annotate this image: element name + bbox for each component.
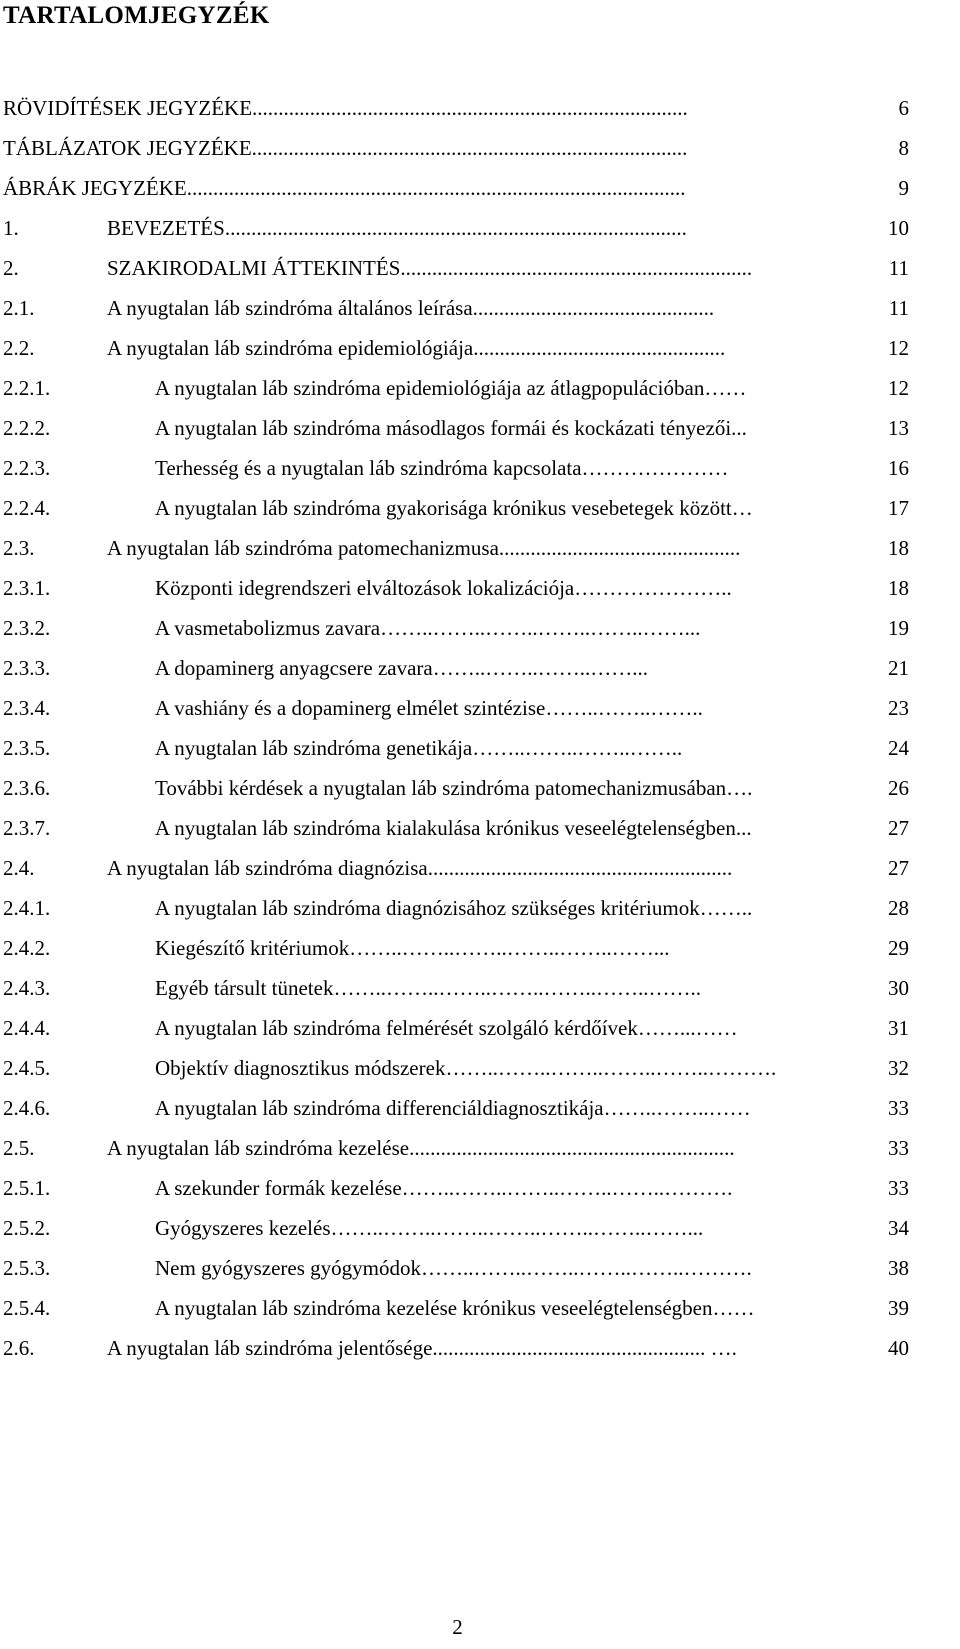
toc-entry[interactable] bbox=[0, 1295, 960, 1335]
toc-entry-leader: .................................................... …. bbox=[432, 1336, 737, 1360]
toc-entry-number: 2.2.4. bbox=[3, 496, 51, 520]
toc-entry-page: 8 bbox=[898, 136, 909, 160]
toc-entry-title bbox=[155, 1175, 732, 1201]
toc-entry-page: 21 bbox=[888, 656, 909, 680]
toc-entry-title bbox=[155, 1215, 703, 1241]
toc-entry-number: 2.4.3. bbox=[3, 976, 51, 1000]
toc-entry-title-text: Nem gyógyszeres gyógymódok bbox=[155, 1256, 421, 1280]
toc-entry-title bbox=[155, 975, 701, 1001]
toc-entry[interactable] bbox=[0, 815, 960, 855]
toc-entry-number: 2.3.3. bbox=[3, 656, 51, 680]
toc-entry-title-text: A nyugtalan láb szindróma jelentősége bbox=[107, 1336, 433, 1360]
toc-entry-title-text: A nyugtalan láb szindróma gyakorisága krónikus vesebetegek között bbox=[155, 496, 732, 520]
toc-entry-title bbox=[155, 735, 682, 761]
toc-entry-page: 17 bbox=[888, 496, 909, 520]
toc-entry-number: 2.2. bbox=[3, 336, 35, 360]
toc-entry-title-text: SZAKIRODALMI ÁTTEKINTÉS bbox=[107, 256, 401, 280]
toc-entry[interactable] bbox=[0, 975, 960, 1015]
toc-entry-title bbox=[155, 495, 753, 521]
toc-entry[interactable] bbox=[0, 655, 960, 695]
toc-entry-leader: ……..……..……..……..……..………. bbox=[445, 1056, 777, 1080]
toc-entry-title bbox=[155, 1095, 751, 1121]
toc-entry-title bbox=[155, 455, 729, 481]
toc-entry-title bbox=[155, 695, 703, 721]
toc-entry-title-text: Egyéb társult tünetek bbox=[155, 976, 334, 1000]
toc-entry-number: 2.5. bbox=[3, 1136, 35, 1160]
toc-entry-title bbox=[107, 335, 725, 361]
toc-entry[interactable] bbox=[0, 175, 960, 215]
toc-entry-title bbox=[107, 535, 740, 561]
toc-entry-leader: ………………….. bbox=[574, 576, 732, 600]
toc-heading: TARTALOMJEGYZÉK bbox=[3, 2, 270, 29]
toc-entry[interactable] bbox=[0, 255, 960, 295]
toc-entry-page: 12 bbox=[888, 376, 909, 400]
toc-entry-number: 2. bbox=[3, 256, 19, 280]
toc-entry-number: 2.5.4. bbox=[3, 1296, 51, 1320]
toc-entry[interactable] bbox=[0, 295, 960, 335]
toc-entry-page: 39 bbox=[888, 1296, 909, 1320]
toc-entry-number: 1. bbox=[3, 216, 19, 240]
toc-entry-page: 27 bbox=[888, 816, 909, 840]
toc-entry-page: 27 bbox=[888, 856, 909, 880]
toc-entry-leader: ……..……..……..……..……..………. bbox=[420, 1256, 752, 1280]
toc-entry[interactable] bbox=[0, 895, 960, 935]
toc-entry-title bbox=[107, 295, 714, 321]
toc-entry[interactable] bbox=[0, 95, 960, 135]
toc-entry-title-text: A nyugtalan láb szindróma másodlagos formái és kockázati tényezői bbox=[155, 416, 732, 440]
toc-entry-page: 33 bbox=[888, 1096, 909, 1120]
toc-entry[interactable] bbox=[0, 535, 960, 575]
toc-entry-leader: ……..……..…….. bbox=[545, 696, 703, 720]
toc-entry-page: 9 bbox=[898, 176, 909, 200]
toc-entry-leader: ……...…… bbox=[637, 1016, 738, 1040]
toc-entry-leader: … bbox=[731, 496, 753, 520]
toc-entry-page: 28 bbox=[888, 896, 909, 920]
toc-entry-page: 34 bbox=[888, 1216, 909, 1240]
toc-entry[interactable] bbox=[0, 215, 960, 255]
toc-entry-title-text: A nyugtalan láb szindróma kezelése bbox=[107, 1136, 410, 1160]
toc-entry-page: 13 bbox=[888, 416, 909, 440]
toc-entry-page: 11 bbox=[888, 296, 909, 320]
toc-entry-number: 2.3.4. bbox=[3, 696, 51, 720]
toc-entry-leader: ................................................................... bbox=[400, 256, 753, 280]
toc-entry-leader: ……..……..……..……..……..………. bbox=[401, 1176, 733, 1200]
toc-entry-page: 38 bbox=[888, 1256, 909, 1280]
toc-entry-title-text: Objektív diagnosztikus módszerek bbox=[155, 1056, 446, 1080]
toc-entry[interactable] bbox=[0, 1055, 960, 1095]
toc-entry-number: 2.3.5. bbox=[3, 736, 51, 760]
toc-entry-number: 2.1. bbox=[3, 296, 35, 320]
toc-entry-page: 31 bbox=[888, 1016, 909, 1040]
toc-entry-page: 11 bbox=[888, 256, 909, 280]
toc-entry-number: 2.2.1. bbox=[3, 376, 51, 400]
toc-entry-page: 18 bbox=[888, 536, 909, 560]
toc-entry-leader: ……..……..…… bbox=[603, 1096, 751, 1120]
toc-entry-leader: ……..……..……..……..……..……... bbox=[349, 936, 670, 960]
toc-entry-title bbox=[155, 895, 752, 921]
toc-entry-title-text: A vashiány és a dopaminerg elmélet szintézise bbox=[155, 696, 546, 720]
toc-entry[interactable] bbox=[0, 455, 960, 495]
toc-entry-title bbox=[107, 1335, 737, 1361]
toc-entry-number: 2.3.1. bbox=[3, 576, 51, 600]
toc-entry-title-text: A dopaminerg anyagcsere zavara bbox=[155, 656, 433, 680]
toc-entry-number: 2.4.4. bbox=[3, 1016, 51, 1040]
toc-entry-page: 23 bbox=[888, 696, 909, 720]
toc-entry-title bbox=[107, 255, 752, 281]
toc-entry-page: 6 bbox=[898, 96, 909, 120]
toc-entry-title-text: A nyugtalan láb szindróma differenciáldiagnosztikája bbox=[155, 1096, 604, 1120]
toc-entry-page: 33 bbox=[888, 1176, 909, 1200]
toc-entry-title-text: A nyugtalan láb szindróma általános leírása bbox=[107, 296, 473, 320]
toc-entry-number: 2.2.2. bbox=[3, 416, 51, 440]
toc-entry-title bbox=[155, 575, 732, 601]
toc-entry-title-text: A nyugtalan láb szindróma felmérését szolgáló kérdőívek bbox=[155, 1016, 638, 1040]
toc-entry[interactable] bbox=[0, 935, 960, 975]
toc-list bbox=[0, 95, 960, 1375]
toc-entry-leader: ……..……..……..…….. bbox=[472, 736, 683, 760]
toc-entry[interactable] bbox=[0, 335, 960, 375]
toc-entry-leader: …….. bbox=[699, 896, 753, 920]
toc-entry-page: 26 bbox=[888, 776, 909, 800]
toc-entry-title-text: További kérdések a nyugtalan láb szindróma patomechanizmusában bbox=[155, 776, 727, 800]
toc-entry-number: 2.5.2. bbox=[3, 1216, 51, 1240]
toc-entry-page: 29 bbox=[888, 936, 909, 960]
toc-entry-title bbox=[155, 1255, 752, 1281]
toc-entry-number: 2.3. bbox=[3, 536, 35, 560]
toc-entry-leader: ……..……..……..……..……..……... bbox=[380, 616, 701, 640]
toc-entry-page: 33 bbox=[888, 1136, 909, 1160]
toc-entry-title bbox=[3, 175, 686, 201]
toc-entry-leader: …… bbox=[704, 376, 747, 400]
toc-entry-title bbox=[155, 375, 746, 401]
toc-entry-number: 2.5.1. bbox=[3, 1176, 51, 1200]
toc-entry-leader: .............................................. bbox=[498, 536, 741, 560]
toc-entry-page: 18 bbox=[888, 576, 909, 600]
toc-entry-title-text: A nyugtalan láb szindróma epidemiológiája bbox=[107, 336, 474, 360]
toc-entry-leader: ……..……..……..……..……..……..…….. bbox=[333, 976, 701, 1000]
toc-entry[interactable] bbox=[0, 735, 960, 775]
toc-entry-number: 2.4.5. bbox=[3, 1056, 51, 1080]
toc-entry-page: 10 bbox=[888, 216, 909, 240]
toc-entry-leader: ………………… bbox=[581, 456, 729, 480]
toc-entry-leader: ............................................................................................... bbox=[186, 176, 686, 200]
toc-entry-leader: ................................................ bbox=[473, 336, 726, 360]
toc-entry[interactable] bbox=[0, 1335, 960, 1375]
toc-entry-title-text: A nyugtalan láb szindróma kialakulása krónikus veseelégtelenségben bbox=[155, 816, 736, 840]
toc-entry-title-text: A nyugtalan láb szindróma diagnózisa bbox=[107, 856, 428, 880]
toc-entry[interactable] bbox=[0, 855, 960, 895]
toc-entry-leader: ... bbox=[735, 816, 752, 840]
toc-entry[interactable] bbox=[0, 135, 960, 175]
toc-entry-page: 24 bbox=[888, 736, 909, 760]
toc-entry-title-text: TÁBLÁZATOK JEGYZÉKE bbox=[3, 136, 252, 160]
toc-entry[interactable] bbox=[0, 415, 960, 455]
toc-entry-page: 40 bbox=[888, 1336, 909, 1360]
toc-entry-leader: ................................................................................... bbox=[252, 96, 688, 120]
toc-entry-number: 2.3.7. bbox=[3, 816, 51, 840]
toc-entry-leader: …… bbox=[712, 1296, 755, 1320]
toc-entry-leader: ........................................................................................ bbox=[224, 216, 687, 240]
page-number: 2 bbox=[452, 1615, 463, 1639]
toc-entry-number: 2.4.6. bbox=[3, 1096, 51, 1120]
toc-entry-number: 2.2.3. bbox=[3, 456, 51, 480]
toc-entry[interactable] bbox=[0, 1095, 960, 1135]
toc-entry-title-text: Terhesség és a nyugtalan láb szindróma kapcsolata bbox=[155, 456, 582, 480]
toc-entry-leader: ……..……..……..……..……..……..……... bbox=[330, 1216, 704, 1240]
toc-entry-title-text: A nyugtalan láb szindróma diagnózisához szükséges kritériumok bbox=[155, 896, 700, 920]
toc-entry-title bbox=[155, 935, 669, 961]
toc-entry-page: 16 bbox=[888, 456, 909, 480]
toc-entry-page: 30 bbox=[888, 976, 909, 1000]
toc-entry-title bbox=[155, 655, 648, 681]
toc-entry-title bbox=[3, 95, 688, 121]
toc-entry-number: 2.4. bbox=[3, 856, 35, 880]
toc-entry-title bbox=[155, 1295, 754, 1321]
toc-entry-number: 2.4.1. bbox=[3, 896, 51, 920]
toc-entry-title-text: A nyugtalan láb szindróma kezelése krónikus veseelégtelenségben bbox=[155, 1296, 713, 1320]
toc-entry-page: 19 bbox=[888, 616, 909, 640]
toc-entry[interactable] bbox=[0, 575, 960, 615]
toc-entry-title bbox=[155, 615, 700, 641]
toc-entry-title-text: A nyugtalan láb szindróma genetikája bbox=[155, 736, 473, 760]
toc-entry[interactable] bbox=[0, 1175, 960, 1215]
toc-entry-title-text: A nyugtalan láb szindróma epidemiológiája az átlagpopulációban bbox=[155, 376, 705, 400]
toc-entry-leader: .............................................................. bbox=[409, 1136, 735, 1160]
toc-entry-leader: …. bbox=[726, 776, 753, 800]
toc-entry-title bbox=[155, 775, 752, 801]
toc-entry-title bbox=[3, 135, 687, 161]
toc-entry[interactable] bbox=[0, 1215, 960, 1255]
toc-entry[interactable] bbox=[0, 695, 960, 735]
toc-entry[interactable] bbox=[0, 1135, 960, 1175]
toc-entry-leader: ... bbox=[731, 416, 747, 440]
toc-entry-title-text: BEVEZETÉS bbox=[107, 216, 225, 240]
toc-entry[interactable] bbox=[0, 1015, 960, 1055]
toc-entry[interactable] bbox=[0, 775, 960, 815]
toc-entry-title-text: Központi idegrendszeri elváltozások lokalizációja bbox=[155, 576, 575, 600]
toc-entry-title bbox=[107, 855, 732, 881]
toc-entry-leader: ……..……..……..……... bbox=[432, 656, 648, 680]
toc-entry-title bbox=[155, 1055, 776, 1081]
toc-entry-leader: .............................................. bbox=[472, 296, 715, 320]
toc-entry[interactable] bbox=[0, 1255, 960, 1295]
toc-entry-number: 2.3.6. bbox=[3, 776, 51, 800]
toc-entry-number: 2.4.2. bbox=[3, 936, 51, 960]
toc-entry-page: 32 bbox=[888, 1056, 909, 1080]
toc-entry-title bbox=[107, 1135, 735, 1161]
toc-entry-title-text: Gyógyszeres kezelés bbox=[155, 1216, 331, 1240]
toc-entry-title-text: ÁBRÁK JEGYZÉKE bbox=[3, 176, 187, 200]
toc-entry-title bbox=[155, 415, 747, 441]
toc-entry-page: 12 bbox=[888, 336, 909, 360]
toc-entry-leader: ................................................................................... bbox=[251, 136, 688, 160]
toc-entry-title-text: A szekunder formák kezelése bbox=[155, 1176, 402, 1200]
toc-entry-title-text: Kiegészítő kritériumok bbox=[155, 936, 350, 960]
toc-entry-leader: .......................................................... bbox=[427, 856, 733, 880]
toc-entry-title-text: A nyugtalan láb szindróma patomechanizmusa bbox=[107, 536, 499, 560]
toc-entry[interactable] bbox=[0, 375, 960, 415]
toc-entry-title bbox=[155, 815, 752, 841]
toc-entry-title bbox=[107, 215, 687, 241]
toc-entry-title-text: A vasmetabolizmus zavara bbox=[155, 616, 381, 640]
toc-entry[interactable] bbox=[0, 495, 960, 535]
toc-entry[interactable] bbox=[0, 615, 960, 655]
toc-entry-number: 2.6. bbox=[3, 1336, 35, 1360]
toc-entry-number: 2.3.2. bbox=[3, 616, 51, 640]
toc-entry-title bbox=[155, 1015, 738, 1041]
toc-entry-title-text: RÖVIDÍTÉSEK JEGYZÉKE bbox=[3, 96, 253, 120]
toc-entry-number: 2.5.3. bbox=[3, 1256, 51, 1280]
